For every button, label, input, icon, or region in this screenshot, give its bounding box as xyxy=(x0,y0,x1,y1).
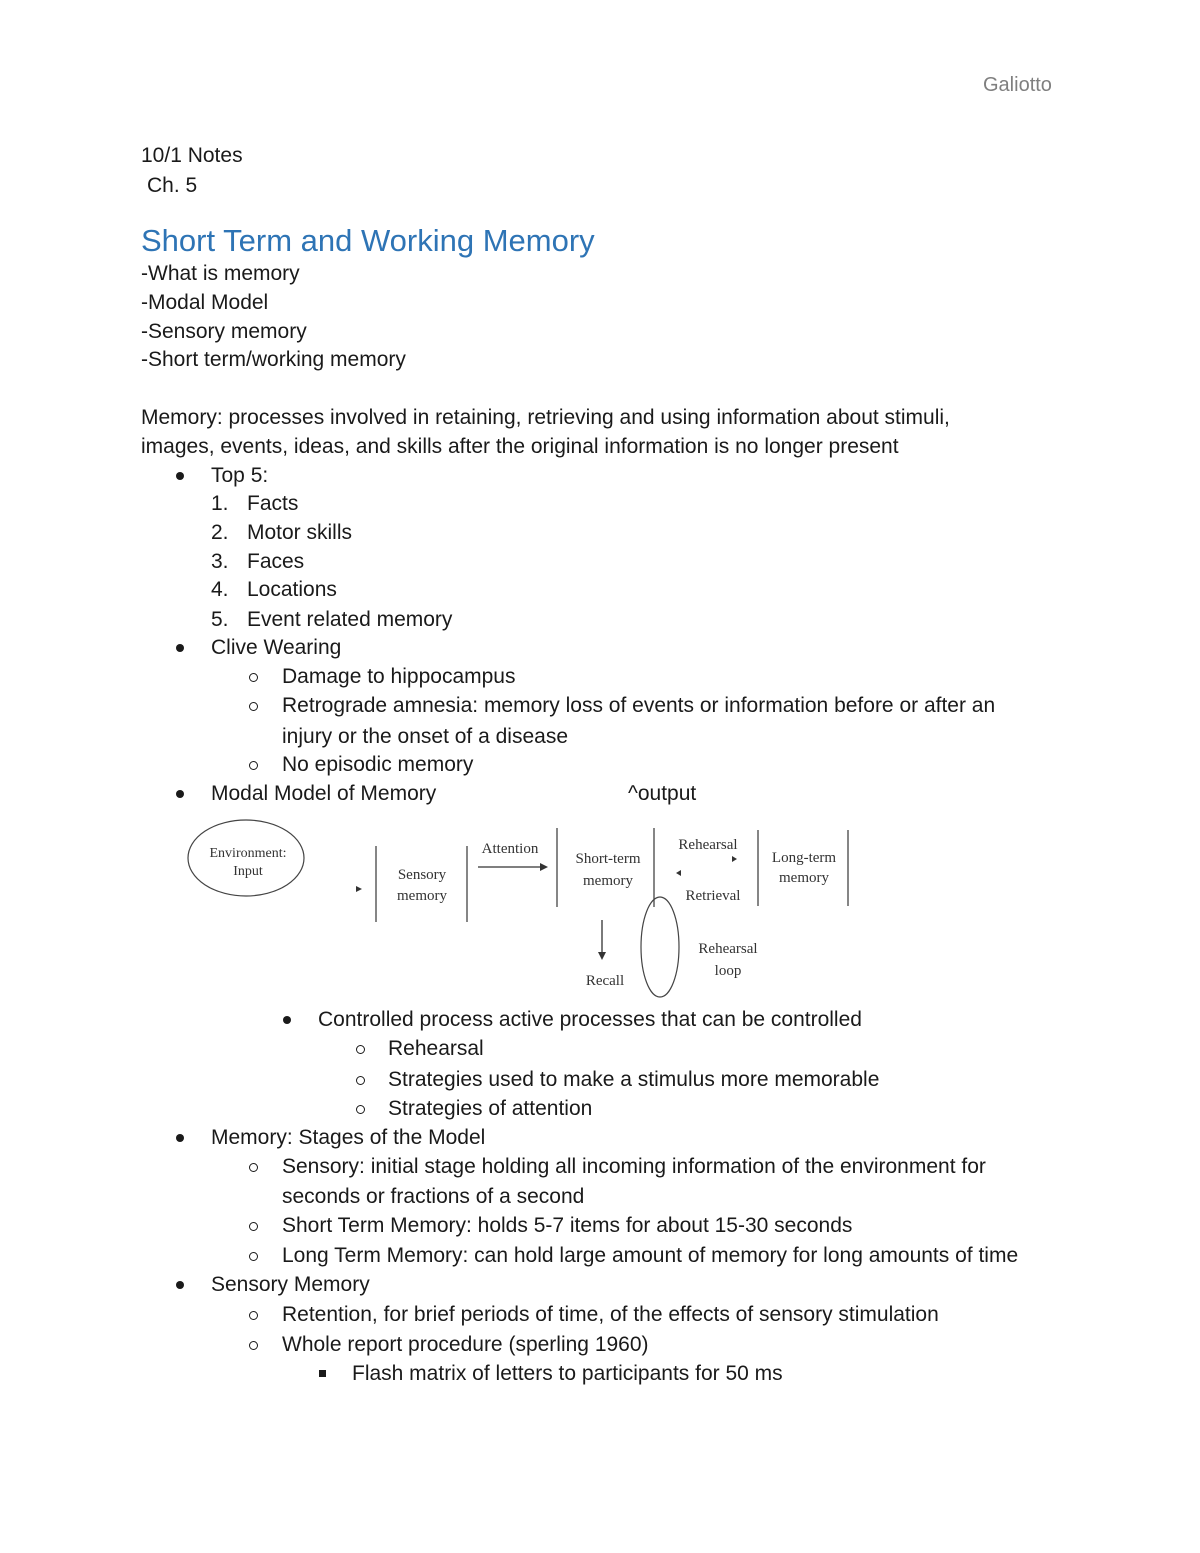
arrow-head-icon xyxy=(540,863,548,871)
outline-item: -Short term/working memory xyxy=(141,348,406,371)
stages-label: Memory: Stages of the Model xyxy=(211,1126,486,1149)
short-term-label-line2: memory xyxy=(583,873,633,889)
rehearsal-loop-label-line2: loop xyxy=(714,963,742,979)
bullet-icon xyxy=(176,1134,184,1142)
outline-item: -Sensory memory xyxy=(141,320,307,343)
top5-item: Facts xyxy=(247,492,299,515)
arrow-right-icon xyxy=(732,856,737,862)
bullet-icon xyxy=(176,472,184,480)
list-number: 3. xyxy=(211,550,229,573)
stages-item: Short Term Memory: holds 5-7 items for about 15-30 seconds xyxy=(282,1214,853,1237)
rehearsal-loop-label-line1: Rehearsal xyxy=(698,941,758,957)
clive-item: injury or the onset of a disease xyxy=(282,725,569,748)
retrieval-label: Retrieval xyxy=(685,888,741,904)
outline-item: -Modal Model xyxy=(141,291,269,314)
page-header-author: Galiotto xyxy=(983,74,1052,96)
top5-item: Locations xyxy=(247,578,337,601)
arrow-down-icon xyxy=(598,952,606,960)
outline-item: -What is memory xyxy=(141,262,300,285)
stages-item: Sensory: initial stage holding all incoming information of the environment for xyxy=(282,1155,986,1178)
list-number: 5. xyxy=(211,608,229,631)
sensory-label-line2: memory xyxy=(397,888,447,904)
circle-bullet-icon xyxy=(249,761,258,770)
list-number: 1. xyxy=(211,492,229,515)
arrow-head-icon xyxy=(356,886,362,892)
bullet-icon xyxy=(176,644,184,652)
long-term-label-line1: Long-term xyxy=(771,850,837,866)
clive-item: No episodic memory xyxy=(282,753,474,776)
sensory-memory-item: Whole report procedure (sperling 1960) xyxy=(282,1333,649,1356)
circle-bullet-icon xyxy=(249,1163,258,1172)
controlled-label: Controlled process active processes that can be controlled xyxy=(318,1008,862,1031)
controlled-item: Rehearsal xyxy=(388,1037,484,1060)
controlled-item: Strategies of attention xyxy=(388,1097,593,1120)
circle-bullet-icon xyxy=(356,1076,365,1085)
arrow-left-icon xyxy=(676,870,681,876)
circle-bullet-icon xyxy=(356,1105,365,1114)
sensory-memory-label: Sensory Memory xyxy=(211,1273,370,1296)
top5-item: Faces xyxy=(247,550,305,573)
top5-item: Motor skills xyxy=(247,521,353,544)
page-title: Short Term and Working Memory xyxy=(141,223,595,258)
controlled-item: Strategies used to make a stimulus more memorable xyxy=(388,1068,880,1091)
list-number: 4. xyxy=(211,578,229,601)
modal-label: Modal Model of Memory xyxy=(211,782,437,805)
rehearsal-label: Rehearsal xyxy=(678,837,738,853)
sensory-memory-item: Retention, for brief periods of time, of the effects of sensory stimulation xyxy=(282,1303,939,1326)
stages-item: seconds or fractions of a second xyxy=(282,1185,585,1208)
notes-date: 10/1 Notes xyxy=(141,144,243,167)
list-number: 2. xyxy=(211,521,229,544)
environment-label-line1: Environment: xyxy=(209,846,287,861)
sensory-memory-subitem: Flash matrix of letters to participants for 50 ms xyxy=(352,1362,783,1385)
long-term-label-line2: memory xyxy=(779,870,829,886)
stages-item: Long Term Memory: can hold large amount of memory for long amounts of time xyxy=(282,1244,1019,1267)
notes-chapter: Ch. 5 xyxy=(147,174,198,197)
short-term-label-line1: Short-term xyxy=(575,851,641,867)
top5-item: Event related memory xyxy=(247,608,453,631)
circle-bullet-icon xyxy=(356,1045,365,1054)
circle-bullet-icon xyxy=(249,1222,258,1231)
output-note: ^output xyxy=(628,782,697,805)
clive-label: Clive Wearing xyxy=(211,636,342,659)
bullet-icon xyxy=(176,1281,184,1289)
circle-bullet-icon xyxy=(249,702,258,711)
rehearsal-loop-ellipse xyxy=(641,897,679,997)
clive-item: Retrograde amnesia: memory loss of events or information before or after an xyxy=(282,694,996,717)
circle-bullet-icon xyxy=(249,673,258,682)
recall-label: Recall xyxy=(585,973,625,989)
bullet-icon xyxy=(176,790,184,798)
definition-line: images, events, ideas, and skills after the original information is no longer present xyxy=(141,435,899,458)
bullet-icon xyxy=(283,1016,291,1024)
attention-label: Attention xyxy=(481,841,539,857)
sensory-label-line1: Sensory xyxy=(397,867,447,883)
circle-bullet-icon xyxy=(249,1252,258,1261)
modal-model-diagram xyxy=(180,812,860,1002)
clive-item: Damage to hippocampus xyxy=(282,665,516,688)
definition-line: Memory: processes involved in retaining, retrieving and using information about stimuli, xyxy=(141,406,950,429)
square-bullet-icon xyxy=(319,1370,326,1377)
circle-bullet-icon xyxy=(249,1311,258,1320)
environment-label-line2: Input xyxy=(233,864,263,879)
circle-bullet-icon xyxy=(249,1341,258,1350)
top5-label: Top 5: xyxy=(211,464,269,487)
